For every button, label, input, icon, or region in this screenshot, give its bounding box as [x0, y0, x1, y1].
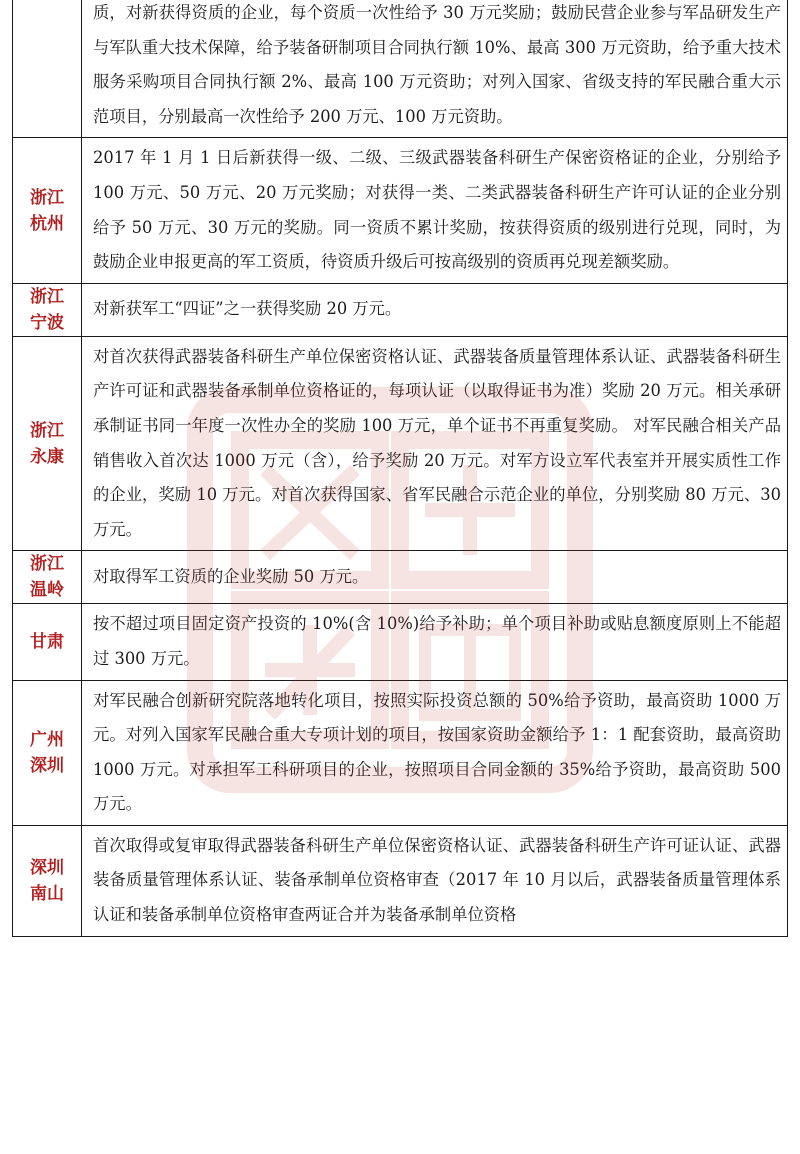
- region-name-line1: 甘肃: [30, 631, 64, 652]
- policy-text: 对新获军工“四证”之一获得奖励 20 万元。: [82, 283, 788, 336]
- region-cell: [13, 825, 82, 936]
- policy-text: 对取得军工资质的企业奖励 50 万元。: [82, 551, 788, 604]
- region-cell: [13, 336, 82, 551]
- policy-text: 质，对新获得资质的企业，每个资质一次性给予 30 万元奖励；鼓励民营企业参与军品研发生产与军队重大技术保障，给予装备研制项目合同执行额 10%、最高 300 万元资助，给予重大技术服务采购项目合同执行额 2%、最高 100 万元资助；对列入国家、省级支持的军民融合重大示范项目，分别最高一次性给予 200 万元、100 万元资助。: [82, 0, 788, 138]
- region-cell: [13, 551, 82, 604]
- table-row: [13, 138, 788, 283]
- region-name-line2: 南山: [30, 883, 64, 904]
- region-cell: [13, 0, 82, 138]
- policy-text: 对军民融合创新研究院落地转化项目，按照实际投资总额的 50%给予资助，最高资助 1000 万元。对列入国家军民融合重大专项计划的项目，按国家资助金额给予 1：1 配套资助，最高资助 1000 万元。对承担军工科研项目的企业，按照项目合同金额的 35%给予资助，最高资助 500 万元。: [82, 680, 788, 825]
- region-cell: [13, 283, 82, 336]
- region-name-line1: 广州: [30, 729, 64, 750]
- region-name-line1: 深圳: [30, 857, 64, 878]
- table-row: [13, 336, 788, 551]
- table-row: [13, 825, 788, 936]
- table-row: [13, 283, 788, 336]
- region-name-line1: 浙江: [30, 554, 64, 575]
- policy-table: [12, 0, 788, 937]
- region-cell: [13, 604, 82, 680]
- policy-text: 对首次获得武器装备科研生产单位保密资格认证、武器装备质量管理体系认证、武器装备科研生产许可证和武器装备承制单位资格证的，每项认证（以取得证书为准）奖励 20 万元。相关承研承制证书同一年度一次性办全的奖励 100 万元，单个证书不再重复奖励。 对军民融合相关产品销售收入首次达 1000 万元（含），给予奖励 20 万元。对军方设立军代表室并开展实质性工作的企业，奖励 10 万元。对首次获得国家、省军民融合示范企业的单位，分别奖励 80 万元、30 万元。: [82, 336, 788, 551]
- region-name-line2: 深圳: [30, 755, 64, 776]
- policy-text: 按不超过项目固定资产投资的 10%(含 10%)给予补助；单个项目补助或贴息额度原则上不能超过 300 万元。: [82, 604, 788, 680]
- policy-table-body: [13, 0, 788, 936]
- region-name-line2: 杭州: [30, 213, 64, 234]
- policy-text: 首次取得或复审取得武器装备科研生产单位保密资格认证、武器装备科研生产许可证认证、武器装备质量管理体系认证、装备承制单位资格审查（2017 年 10 月以后，武器装备质量管理体系认证和装备承制单位资格审查两证合并为装备承制单位资格: [82, 825, 788, 936]
- table-row: [13, 0, 788, 138]
- region-cell: [13, 138, 82, 283]
- table-row: [13, 604, 788, 680]
- policy-text: 2017 年 1 月 1 日后新获得一级、二级、三级武器装备科研生产保密资格证的企业，分别给予 100 万元、50 万元、20 万元奖励；对获得一类、二类武器装备科研生产许可认证的企业分别给予 50 万元、30 万元的奖励。同一资质不累计奖励，按获得资质的级别进行兑现，同时，为鼓励企业申报更高的军工资质，待资质升级后可按高级别的资质再兑现差额奖励。: [82, 138, 788, 283]
- region-name-line2: 温岭: [30, 580, 64, 601]
- region-name-line1: 浙江: [30, 187, 64, 208]
- region-cell: [13, 680, 82, 825]
- table-row: [13, 551, 788, 604]
- table-row: [13, 680, 788, 825]
- region-name-line2: 永康: [30, 446, 64, 467]
- region-name-line1: 浙江: [30, 420, 64, 441]
- region-name-line2: 宁波: [30, 312, 64, 333]
- region-name-line1: 浙江: [30, 286, 64, 307]
